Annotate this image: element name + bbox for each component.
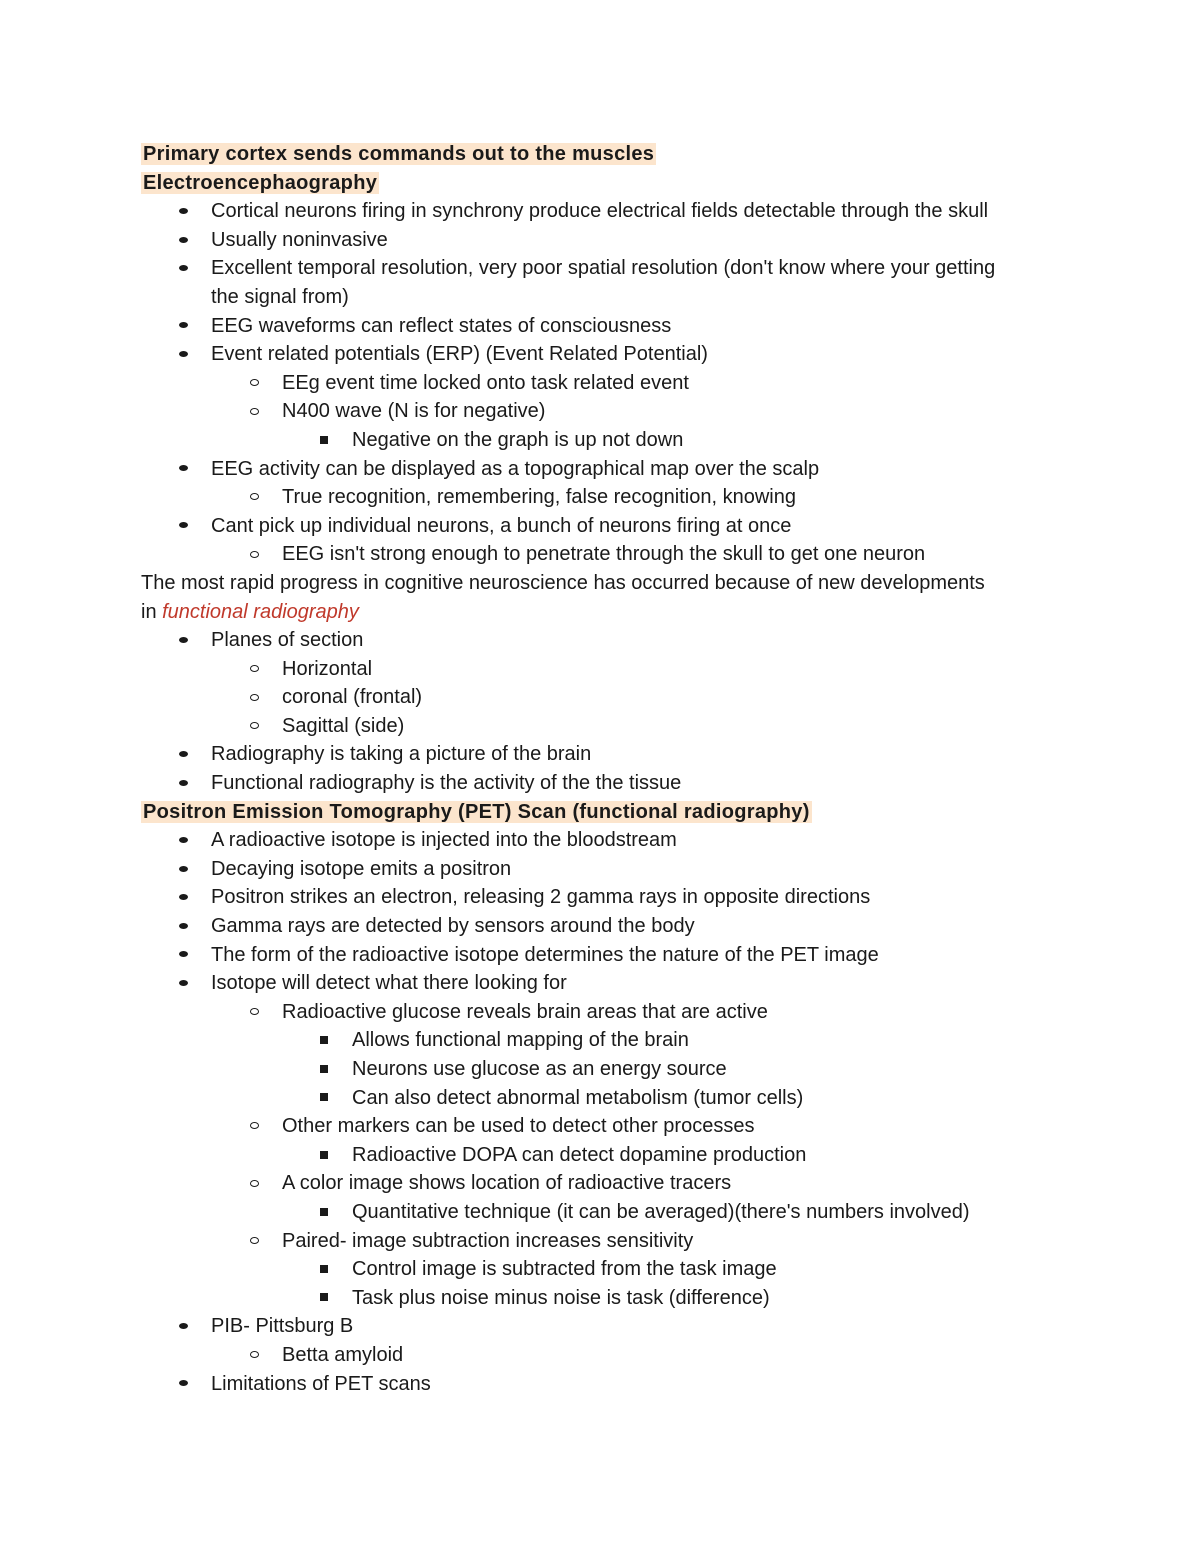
list-item-level-1 [141,941,1071,970]
line-text: Excellent temporal resolution, very poor spatial resolution (don't know where your getting [211,257,996,280]
bullet-dot-icon [173,455,193,484]
bullet-dot-icon [173,626,193,655]
line-text: Horizontal [282,657,373,680]
list-item-continuation [141,283,1071,312]
list-item-level-2 [141,683,1071,712]
list-item-level-1 [141,254,1071,283]
list-item-level-3 [141,1255,1071,1284]
list-item-level-3 [141,1026,1071,1055]
list-item-level-1 [141,740,1071,769]
bullet-circle-icon [244,998,264,1027]
line-text: Can also detect abnormal metabolism (tumor cells) [352,1086,804,1109]
line-text: Sagittal (side) [282,714,405,737]
bullet-circle-icon [244,397,264,426]
list-item-level-2 [141,1227,1071,1256]
emphasized-term: functional radiography [162,600,359,623]
line-text: Decaying isotope emits a positron [211,857,512,880]
line-text: Event related potentials (ERP) (Event Related Potential) [211,343,708,366]
bullet-circle-icon [244,540,264,569]
bullet-circle-icon [244,483,264,512]
line-text: Cant pick up individual neurons, a bunch of neurons firing at once [211,514,792,537]
list-item-level-1 [141,912,1071,941]
list-item-level-3 [141,1055,1071,1084]
list-item-level-1 [141,626,1071,655]
bullet-circle-icon [244,369,264,398]
list-item-level-1 [141,855,1071,884]
line-text: Gamma rays are detected by sensors around the body [211,915,695,938]
line-text: in [141,600,163,623]
line-text: Planes of section [211,629,364,652]
list-item-level-1 [141,883,1071,912]
list-item-level-2 [141,1112,1071,1141]
list-item-level-3 [141,1284,1071,1313]
bullet-dot-icon [173,969,193,998]
line-text: Task plus noise minus noise is task (difference) [352,1286,770,1309]
document-content [141,140,1071,1398]
heading-text: Electroencephaography [143,171,378,194]
list-item-level-1 [141,1370,1071,1399]
bullet-dot-icon [173,197,193,226]
bullet-circle-icon [244,1112,264,1141]
bullet-dot-icon [173,740,193,769]
bullet-dot-icon [173,340,193,369]
list-item-level-2 [141,397,1071,426]
bullet-square-icon [314,1198,334,1227]
line-text: True recognition, remembering, false recognition, knowing [282,486,796,509]
paragraph-line [141,598,1071,627]
section-heading [141,169,1071,198]
bullet-square-icon [314,1255,334,1284]
line-text: EEg event time locked onto task related event [282,371,689,394]
list-item-level-3 [141,426,1071,455]
line-text: Paired- image subtraction increases sensitivity [282,1229,694,1252]
line-text: Radioactive glucose reveals brain areas that are active [282,1000,768,1023]
line-text: Positron strikes an electron, releasing 2 gamma rays in opposite directions [211,886,871,909]
line-text: Neurons use glucose as an energy source [352,1058,727,1080]
heading-text: Positron Emission Tomography (PET) Scan (functional radiography) [143,800,810,823]
bullet-dot-icon [173,512,193,541]
line-text: Radioactive DOPA can detect dopamine production [352,1143,807,1166]
list-item-level-3 [141,1141,1071,1170]
line-text: Functional radiography is the activity of the the tissue [211,772,682,795]
list-item-level-2 [141,712,1071,741]
bullet-circle-icon [244,683,264,712]
line-text: Usually noninvasive [211,228,388,251]
line-text: The form of the radioactive isotope determines the nature of the PET image [211,943,879,966]
list-item-level-1 [141,1312,1071,1341]
list-item-level-2 [141,655,1071,684]
line-text: Negative on the graph is up not down [352,428,684,451]
bullet-dot-icon [173,912,193,941]
bullet-dot-icon [173,226,193,255]
bullet-dot-icon [173,1312,193,1341]
line-text: A color image shows location of radioactive tracers [282,1172,732,1195]
bullet-dot-icon [173,1370,193,1399]
list-item-level-2 [141,1169,1071,1198]
list-item-level-1 [141,969,1071,998]
list-item-level-1 [141,312,1071,341]
line-text: PIB- Pittsburg B [211,1315,354,1338]
list-item-level-2 [141,540,1071,569]
bullet-circle-icon [244,655,264,684]
bullet-dot-icon [173,312,193,341]
bullet-dot-icon [173,855,193,884]
list-item-level-2 [141,483,1071,512]
line-text: EEG isn't strong enough to penetrate through the skull to get one neuron [282,543,926,566]
bullet-dot-icon [173,883,193,912]
bullet-square-icon [314,1055,334,1084]
line-text: Isotope will detect what there looking for [211,972,567,995]
line-text: EEG waveforms can reflect states of consciousness [211,314,672,337]
bullet-circle-icon [244,1341,264,1370]
line-text: A radioactive isotope is injected into the bloodstream [211,829,677,852]
line-text: Limitations of PET scans [211,1372,431,1395]
line-text: Radiography is taking a picture of the brain [211,743,592,766]
list-item-level-1 [141,340,1071,369]
bullet-square-icon [314,426,334,455]
bullet-circle-icon [244,712,264,741]
bullet-square-icon [314,1141,334,1170]
list-item-level-1 [141,197,1071,226]
section-heading [141,140,1071,169]
line-text: Betta amyloid [282,1343,404,1366]
line-text: Quantitative technique (it can be averaged)(there's numbers involved) [352,1200,970,1223]
line-text: coronal (frontal) [282,686,423,709]
section-heading [141,798,1071,827]
line-text: EEG activity can be displayed as a topographical map over the scalp [211,457,820,480]
bullet-circle-icon [244,1169,264,1198]
list-item-level-1 [141,769,1071,798]
line-text: Allows functional mapping of the brain [352,1029,689,1052]
bullet-circle-icon [244,1227,264,1256]
list-item-level-2 [141,369,1071,398]
bullet-dot-icon [173,941,193,970]
bullet-dot-icon [173,254,193,283]
list-item-level-3 [141,1198,1071,1227]
line-text: Other markers can be used to detect other processes [282,1115,755,1138]
list-item-level-1 [141,512,1071,541]
bullet-square-icon [314,1026,334,1055]
bullet-dot-icon [173,769,193,798]
line-text: N400 wave (N is for negative) [282,400,546,423]
line-text: Control image is subtracted from the task image [352,1258,777,1281]
bullet-dot-icon [173,826,193,855]
list-item-level-2 [141,998,1071,1027]
heading-text: Primary cortex sends commands out to the muscles [143,143,655,165]
line-text: the signal from) [211,285,349,308]
list-item-level-2 [141,1341,1071,1370]
list-item-level-3 [141,1084,1071,1113]
list-item-level-1 [141,455,1071,484]
bullet-square-icon [314,1084,334,1113]
line-text: Cortical neurons firing in synchrony produce electrical fields detectable through the skull [211,200,989,223]
paragraph-line [141,569,1071,598]
list-item-level-1 [141,826,1071,855]
list-item-level-1 [141,226,1071,255]
bullet-square-icon [314,1284,334,1313]
line-text: The most rapid progress in cognitive neuroscience has occurred because of new developments [141,571,985,594]
